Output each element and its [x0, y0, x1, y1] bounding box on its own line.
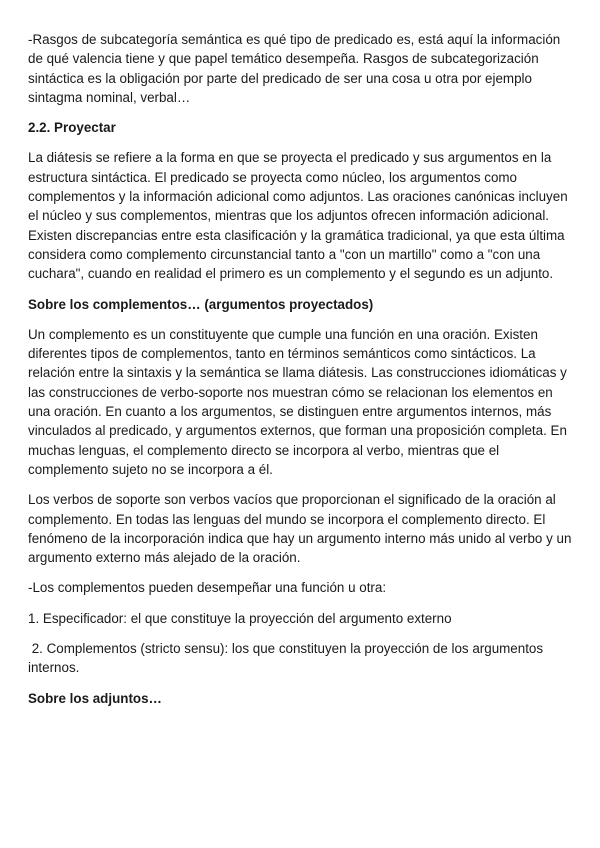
list-item-specifier: 1. Especificador: el que constituye la proyección del argumento externo: [28, 610, 452, 626]
paragraph-diathesis: La diátesis se refiere a la forma en que se proyecta el predicado y sus argumentos en la estructura sintáctica. El predicado se proyecta como núcleo, los argumentos como complementos y la información adicional como adjuntos. Las oraciones canónicas incluyen el núcleo y sus complementos, mientras que los adjuntos ofrecen información adicional. Existen discrepancias entre esta clasificación y la gramática tradicional, ya que esta última considera como complemento circunstancial tanto a "con un martillo" como a "con una cuchara", cuando en realidad el primero es un complemento y el segundo es un adjunto.: [28, 150, 568, 282]
list-item-complements: 2. Complementos (stricto sensu): los que constituyen la proyección de los argumentos internos.: [28, 641, 547, 676]
section-heading-proyectar: 2.2. Proyectar: [28, 120, 116, 136]
paragraph-complement-functions: -Los complementos pueden desempeñar una función u otra:: [28, 580, 387, 596]
paragraph-subcategory-features: -Rasgos de subcategoría semántica es qué tipo de predicado es, está aquí la información de qué valencia tiene y que papel temático desempeña. Rasgos de subcategorización sintáctica es la obligación por parte del predicado de ser una cosa u otra por ejemplo sintagma nominal, verbal…: [28, 32, 561, 105]
section-heading-adjuntos: Sobre los adjuntos…: [28, 690, 162, 706]
paragraph-support-verbs: Los verbos de soporte son verbos vacíos que proporcionan el significado de la oración al complemento. En todas las lenguas del mundo se incorpora el complemento directo. El fenómeno de la incorporación indica que hay un argumento interno más unido al verbo y un argumento externo más alejado de la oración.: [28, 492, 572, 566]
paragraph-complement-definition: Un complemento es un constituyente que cumple una función en una oración. Existen diferentes tipos de complementos, tanto en términos semánticos como sintácticos. La relación entre la sintaxis y la semántica se llama diátesis. Las construcciones idiomáticas y las construcciones de verbo-soporte nos muestran cómo se relacionan los elementos en una oración. En cuanto a los argumentos, se distinguen entre argumentos internos, más vinculados al predicado, y argumentos externos, que forman una proposición completa. En muchas lenguas, el complemento directo se incorpora al verbo, mientras que el complemento sujeto no se incorpora a él.: [28, 326, 567, 477]
document-page: [28, 30, 573, 719]
section-heading-complementos: Sobre los complementos… (argumentos proyectados): [28, 296, 374, 312]
